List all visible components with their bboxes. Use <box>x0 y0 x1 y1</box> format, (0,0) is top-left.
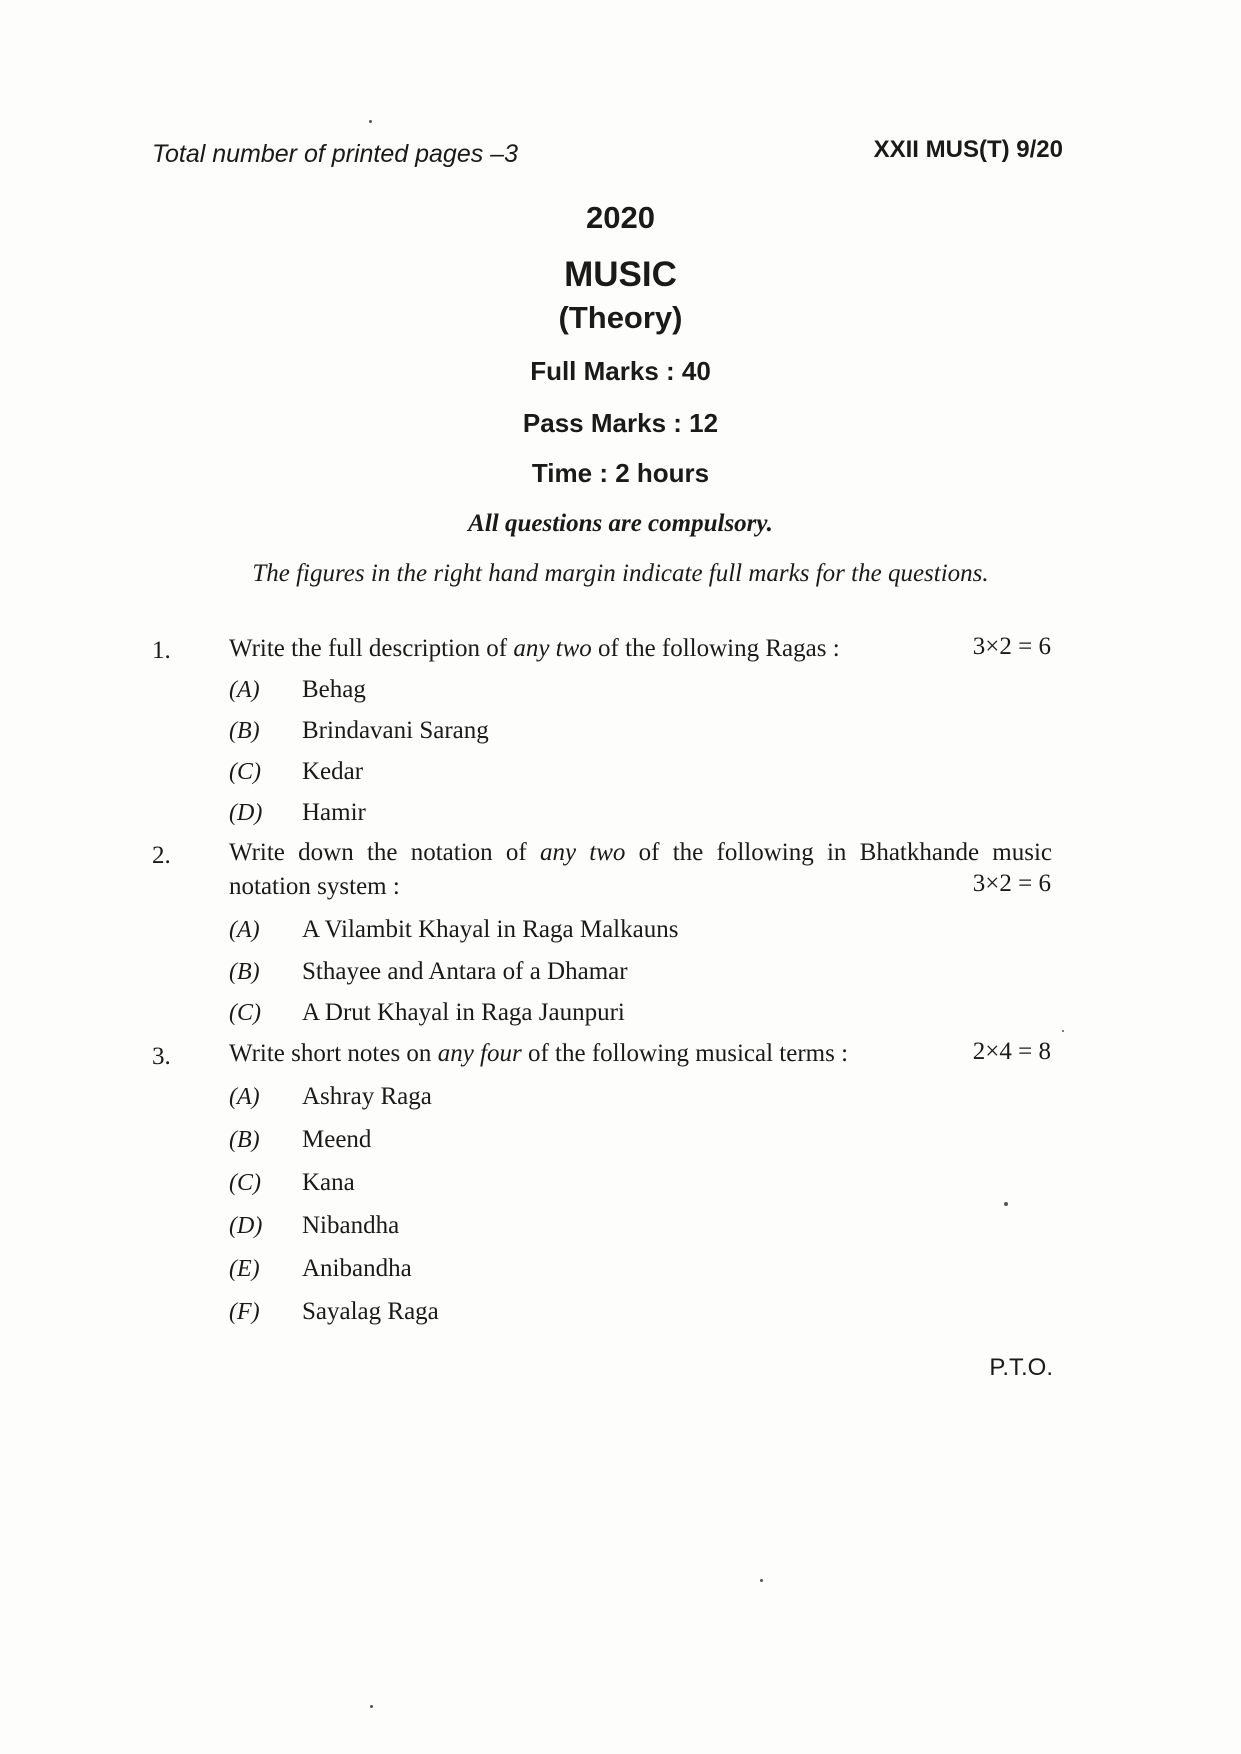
question-marks: 3×2 = 6 <box>972 633 1051 660</box>
option-text: A Vilambit Khayal in Raga Malkauns <box>302 916 679 943</box>
question-number: 2. <box>152 842 171 869</box>
option-letter: (B) <box>229 959 260 985</box>
scan-speck <box>1062 1030 1064 1032</box>
option-text: Brindavani Sarang <box>302 717 489 744</box>
option-text: Anibandha <box>302 1255 412 1282</box>
option-text: Kana <box>302 1169 355 1196</box>
question-text-part: of the following musical terms : <box>521 1040 849 1067</box>
option-letter: (A) <box>229 917 260 943</box>
question-marks: 2×4 = 8 <box>972 1038 1051 1065</box>
pto-note: P.T.O. <box>989 1354 1053 1381</box>
question-text-part: Write down the notation of <box>229 839 540 866</box>
question-emphasis: any four <box>437 1040 522 1067</box>
option-text: Ashray Raga <box>302 1083 432 1110</box>
option-text: Kedar <box>302 758 364 785</box>
option-letter: (F) <box>229 1299 260 1325</box>
question-text-part: Write the full description of <box>229 635 514 662</box>
option-letter: (B) <box>229 718 260 744</box>
option-letter: (D) <box>229 800 263 826</box>
question-text <box>229 635 840 663</box>
scan-speck <box>760 1579 763 1582</box>
scan-speck <box>370 1705 373 1708</box>
scan-speck <box>1004 1202 1008 1206</box>
option-text: Sayalag Raga <box>302 1298 439 1325</box>
question-text-part: of the following Ragas : <box>591 635 840 662</box>
paper-code: XXII MUS(T) 9/20 <box>873 136 1063 163</box>
pass-marks: Pass Marks : 12 <box>522 408 719 438</box>
option-letter: (A) <box>229 677 260 703</box>
option-letter: (E) <box>229 1256 260 1282</box>
question-text <box>229 836 1052 904</box>
printed-pages-note: Total number of printed pages –3 <box>152 140 518 168</box>
option-letter: (B) <box>229 1127 260 1153</box>
exam-time: Time : 2 hours <box>531 458 710 488</box>
full-marks: Full Marks : 40 <box>530 356 711 386</box>
option-text: Nibandha <box>302 1212 400 1239</box>
option-letter: (C) <box>229 1170 261 1196</box>
question-number: 1. <box>152 637 171 664</box>
question-emphasis: any two <box>513 635 592 662</box>
question-marks: 3×2 = 6 <box>972 870 1051 897</box>
question-number: 3. <box>152 1043 171 1070</box>
question-emphasis: any two <box>539 839 626 866</box>
exam-paper-type: (Theory) <box>558 300 683 335</box>
compulsory-instruction: All questions are compulsory. <box>468 510 773 537</box>
option-text: Behag <box>302 676 366 703</box>
option-text: Sthayee and Antara of a Dhamar <box>302 958 628 985</box>
scan-speck <box>369 120 372 123</box>
exam-subject: MUSIC <box>564 255 677 294</box>
option-letter: (C) <box>229 759 261 785</box>
option-letter: (A) <box>229 1084 260 1110</box>
option-text: Hamir <box>302 799 366 826</box>
question-text-part: of the following in Bhatkhande music notation system : <box>229 839 1053 900</box>
option-text: Meend <box>302 1126 372 1153</box>
option-letter: (C) <box>229 1000 261 1026</box>
marks-instruction: The figures in the right hand margin indicate full marks for the questions. <box>252 560 989 587</box>
exam-year: 2020 <box>586 200 655 235</box>
question-text <box>229 1040 848 1068</box>
option-letter: (D) <box>229 1213 263 1239</box>
option-text: A Drut Khayal in Raga Jaunpuri <box>302 999 625 1026</box>
question-text-part: Write short notes on <box>229 1040 438 1067</box>
